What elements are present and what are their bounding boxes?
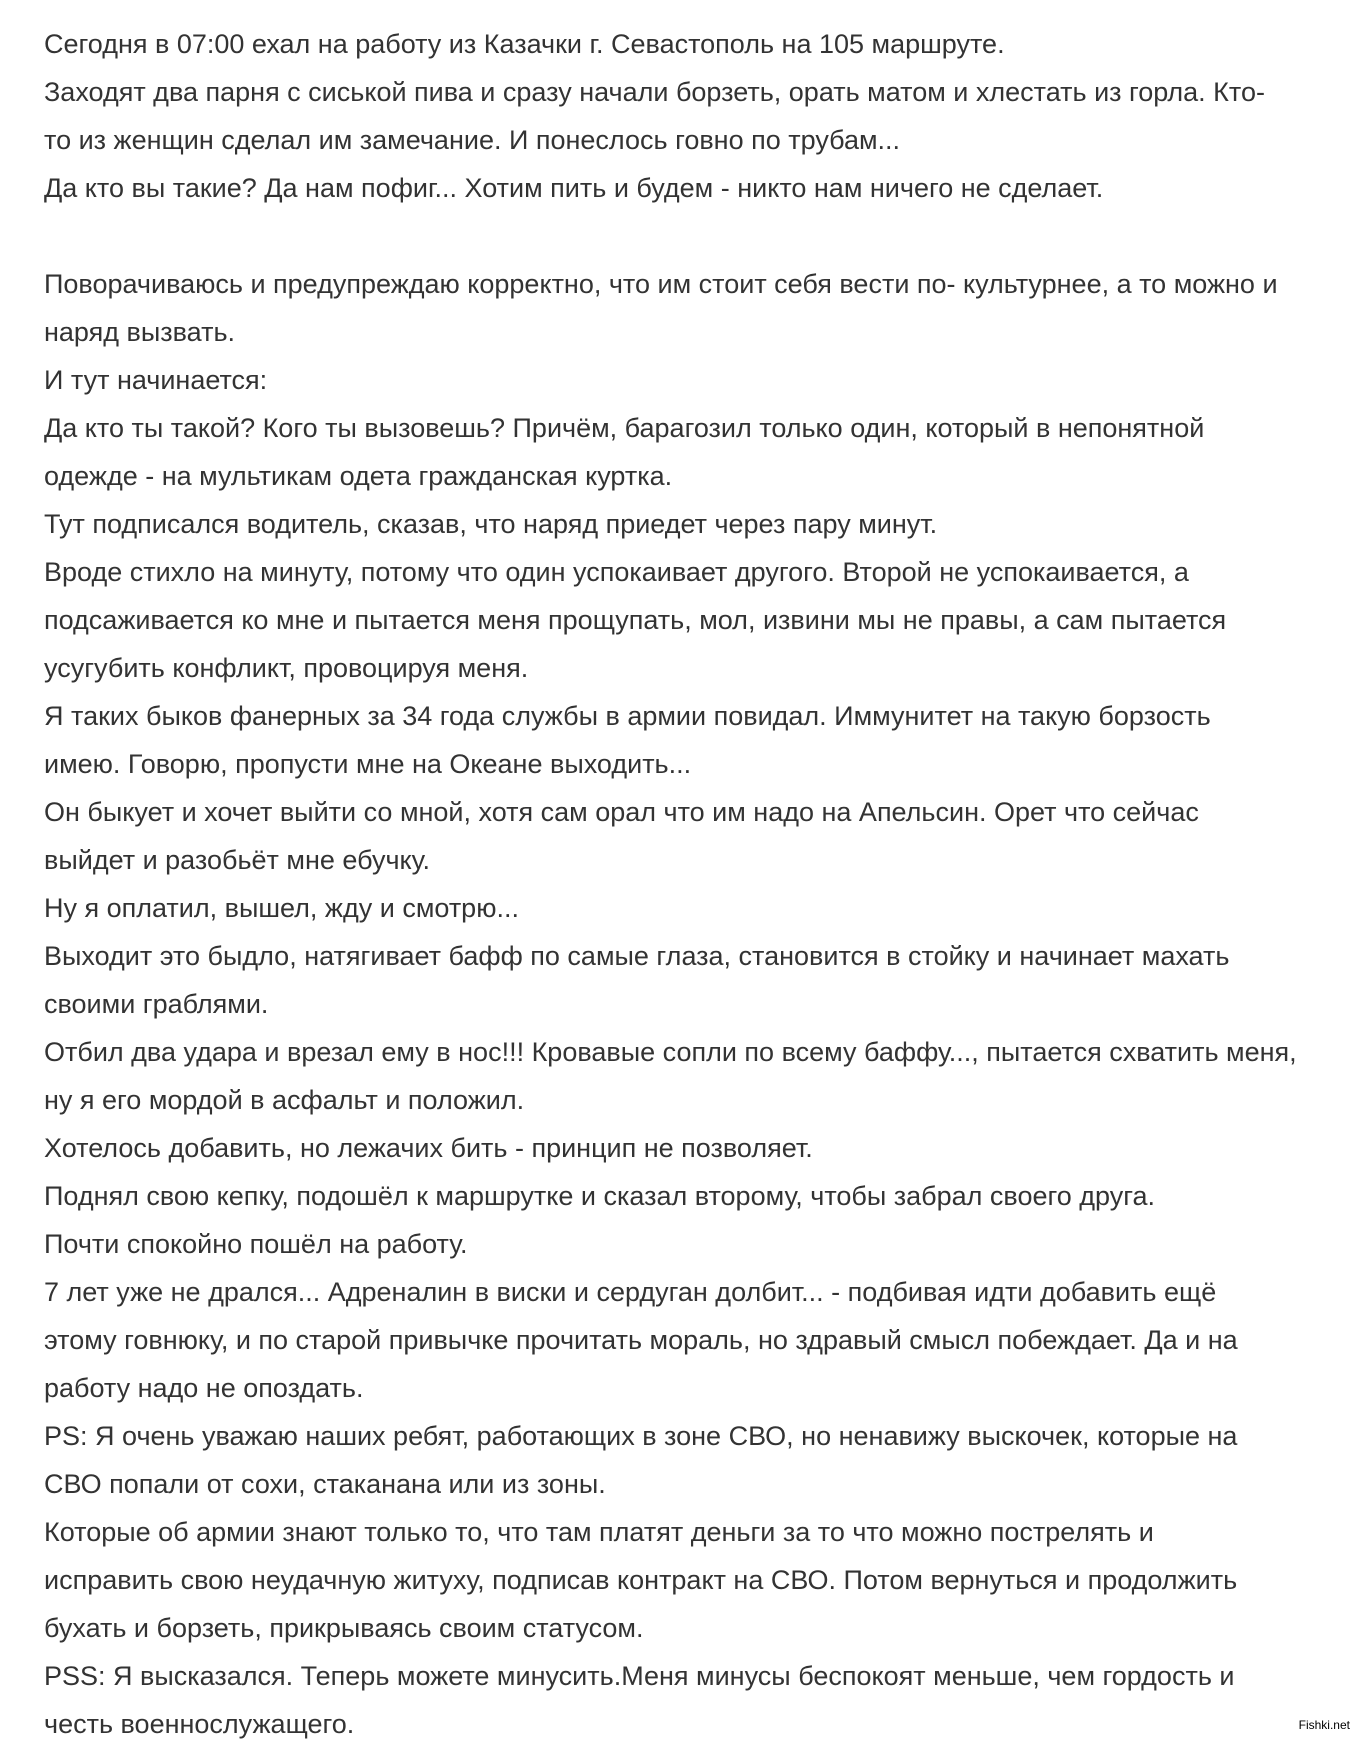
text-line: подсаживается ко мне и пытается меня прощупать, мол, извини мы не правы, а сам пытается [44, 605, 1227, 635]
text-line: Сегодня в 07:00 ехал на работу из Казачки г. Севастополь на 105 маршруте. [44, 29, 1005, 59]
text-line: бухать и борзеть, прикрываясь своим статусом. [44, 1613, 644, 1643]
text-line: Которые об армии знают только то, что там платят деньги за то что можно пострелять и [44, 1517, 1154, 1547]
text-line: выйдет и разобьёт мне ебучку. [44, 845, 430, 875]
text-line: Да кто вы такие? Да нам пофиг... Хотим пить и будем - никто нам ничего не сделает. [44, 173, 1104, 203]
text-line: исправить свою неудачную житуху, подписав контракт на СВО. Потом вернуться и продолжить [44, 1565, 1238, 1595]
text-line: Тут подписался водитель, сказав, что наряд приедет через пару минут. [44, 509, 938, 539]
text-line: Отбил два удара и врезал ему в нос!!! Кровавые сопли по всему баффу..., пытается схватить меня, [44, 1037, 1297, 1067]
text-line: одежде - на мультикам одета гражданская куртка. [44, 461, 673, 491]
text-line: И тут начинается: [44, 365, 268, 395]
watermark: Fishki.net [1298, 1718, 1350, 1732]
text-line: Я таких быков фанерных за 34 года службы в армии повидал. Иммунитет на такую борзость [44, 701, 1211, 731]
text-line: то из женщин сделал им замечание. И понеслось говно по трубам... [44, 125, 901, 155]
text-line: Выходит это быдло, натягивает бафф по самые глаза, становится в стойку и начинает махать [44, 941, 1230, 971]
text-line: имею. Говорю, пропусти мне на Океане выходить... [44, 749, 692, 779]
text-line: Ну я оплатил, вышел, жду и смотрю... [44, 893, 519, 923]
text-line: Он быкует и хочет выйти со мной, хотя сам орал что им надо на Апельсин. Орет что сейчас [44, 797, 1199, 827]
text-line: Почти спокойно пошёл на работу. [44, 1229, 468, 1259]
text-line: СВО попали от сохи, стаканана или из зоны. [44, 1469, 606, 1499]
text-line: Вроде стихло на минуту, потому что один успокаивает другого. Второй не успокаивается, а [44, 557, 1189, 587]
text-line: PS: Я очень уважаю наших ребят, работающих в зоне СВО, но ненавижу выскочек, которые на [44, 1421, 1238, 1451]
text-line: Поднял свою кепку, подошёл к маршрутке и сказал второму, чтобы забрал своего друга. [44, 1181, 1156, 1211]
text-line: своими граблями. [44, 989, 269, 1019]
text-line: наряд вызвать. [44, 317, 236, 347]
text-line: PSS: Я высказался. Теперь можете минусить.Меня минусы беспокоят меньше, чем гордость и [44, 1661, 1235, 1691]
text-line: Заходят два парня с сиськой пива и сразу начали борзеть, орать матом и хлестать из горла. Кто- [44, 77, 1265, 107]
text-line: усугубить конфликт, провоцируя меня. [44, 653, 529, 683]
blank-line [44, 212, 1348, 260]
text-line: Хотелось добавить, но лежачих бить - принцип не позволяет. [44, 1133, 813, 1163]
text-line: этому говнюку, и по старой привычке прочитать мораль, но здравый смысл побеждает. Да и на [44, 1325, 1238, 1355]
text-line: честь военнослужащего. [44, 1709, 355, 1739]
text-line: 7 лет уже не дрался... Адреналин в виски и сердуган долбит... - подбивая идти добавить ещё [44, 1277, 1217, 1307]
text-line: Да кто ты такой? Кого ты вызовешь? Причём, барагозил только один, который в непонятной [44, 413, 1205, 443]
text-line: Поворачиваюсь и предупреждаю корректно, что им стоит себя вести по- культурнее, а то можно и [44, 269, 1278, 299]
text-line: работу надо не опоздать. [44, 1373, 364, 1403]
text-line: ну я его мордой в асфальт и положил. [44, 1085, 525, 1115]
